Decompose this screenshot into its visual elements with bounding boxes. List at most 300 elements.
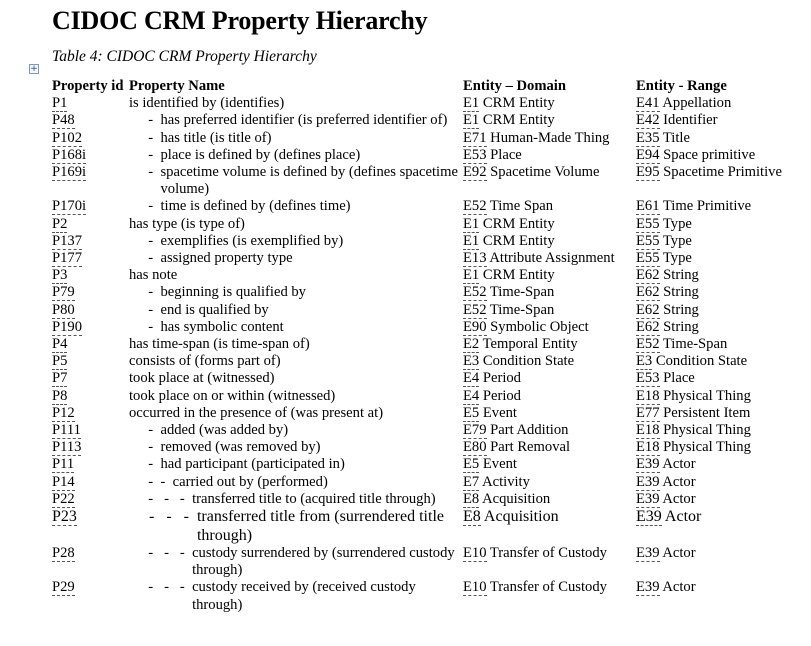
domain-entity-link[interactable]: E5 bbox=[463, 404, 480, 421]
range-cell bbox=[636, 491, 796, 508]
move-handle-icon[interactable]: + bbox=[30, 64, 38, 74]
hierarchy-marker: - bbox=[141, 146, 161, 163]
domain-entity-label: Acquisition bbox=[482, 490, 551, 507]
property-id-link[interactable]: P137 bbox=[52, 232, 83, 249]
range-entity-label: Spacetime Primitive bbox=[663, 164, 782, 181]
domain-entity-link[interactable]: E1 bbox=[463, 215, 480, 232]
property-id-cell bbox=[52, 370, 129, 387]
property-id-link[interactable]: P170i bbox=[52, 198, 87, 215]
property-name: has symbolic content bbox=[160, 318, 284, 335]
property-id-link[interactable]: P23 bbox=[52, 508, 77, 526]
domain-cell bbox=[463, 405, 636, 422]
domain-entity-link[interactable]: E79 bbox=[463, 422, 487, 439]
property-id-cell bbox=[52, 491, 129, 508]
domain-cell bbox=[463, 508, 636, 545]
property-id-cell bbox=[52, 508, 129, 545]
property-id-cell bbox=[52, 233, 129, 250]
table-row bbox=[52, 95, 796, 112]
domain-entity-label: Place bbox=[490, 146, 522, 163]
range-entity-label: Physical Thing bbox=[663, 387, 751, 404]
table-row bbox=[52, 250, 796, 267]
property-name: time is defined by (defines time) bbox=[160, 198, 351, 215]
property-name-cell bbox=[129, 95, 463, 112]
domain-entity-label: Part Removal bbox=[490, 439, 571, 456]
property-name: has preferred identifier (is preferred identifier of) bbox=[160, 112, 448, 129]
domain-cell bbox=[463, 422, 636, 439]
domain-entity-link[interactable]: E52 bbox=[463, 301, 487, 318]
domain-cell bbox=[463, 164, 636, 198]
domain-entity-label: Temporal Entity bbox=[482, 336, 578, 353]
property-id-link[interactable]: P14 bbox=[52, 473, 75, 490]
range-entity-link[interactable]: E62 bbox=[636, 301, 660, 318]
range-entity-label: Identifier bbox=[663, 112, 718, 129]
range-entity-link[interactable]: E62 bbox=[636, 284, 660, 301]
domain-cell bbox=[463, 319, 636, 336]
property-id-cell bbox=[52, 95, 129, 112]
property-name-cell bbox=[129, 319, 463, 336]
property-id-cell bbox=[52, 336, 129, 353]
range-cell bbox=[636, 267, 796, 284]
domain-entity-label: CRM Entity bbox=[482, 232, 555, 249]
table-row bbox=[52, 439, 796, 456]
domain-entity-link[interactable]: E4 bbox=[463, 370, 480, 387]
domain-entity-label: CRM Entity bbox=[482, 95, 555, 112]
property-name-cell bbox=[129, 370, 463, 387]
range-cell bbox=[636, 319, 796, 336]
property-id-link[interactable]: P8 bbox=[52, 387, 68, 404]
range-entity-link[interactable]: E18 bbox=[636, 387, 660, 404]
table-row bbox=[52, 147, 796, 164]
property-name-cell bbox=[129, 474, 463, 491]
range-entity-label: Actor bbox=[664, 508, 702, 526]
range-cell bbox=[636, 353, 796, 370]
property-name-cell bbox=[129, 164, 463, 198]
property-id-link[interactable]: P4 bbox=[52, 336, 68, 353]
range-cell bbox=[636, 147, 796, 164]
range-entity-label: String bbox=[663, 318, 699, 335]
table-header-row bbox=[52, 78, 796, 95]
hierarchy-marker: - - - bbox=[141, 579, 193, 596]
range-cell bbox=[636, 405, 796, 422]
range-cell bbox=[636, 198, 796, 215]
property-id-cell bbox=[52, 388, 129, 405]
domain-entity-label: Activity bbox=[482, 473, 530, 490]
domain-entity-label: Event bbox=[482, 456, 517, 473]
property-name: custody surrendered by (surrendered custody through) bbox=[192, 545, 455, 579]
property-name: custody received by (received custody through) bbox=[192, 579, 416, 613]
range-cell bbox=[636, 388, 796, 405]
range-entity-label: Appellation bbox=[662, 95, 732, 112]
hierarchy-marker: - bbox=[141, 129, 161, 146]
property-id-link[interactable]: P12 bbox=[52, 404, 75, 421]
range-entity-label: Actor bbox=[662, 456, 696, 473]
property-id-cell bbox=[52, 267, 129, 284]
property-name-cell bbox=[129, 250, 463, 267]
range-entity-link[interactable]: E52 bbox=[636, 336, 660, 353]
range-cell bbox=[636, 474, 796, 491]
property-id-link[interactable]: P11 bbox=[52, 456, 75, 473]
range-entity-link[interactable]: E42 bbox=[636, 112, 660, 129]
property-name-cell bbox=[129, 130, 463, 147]
domain-cell bbox=[463, 579, 636, 613]
property-id-cell bbox=[52, 545, 129, 579]
property-name-cell bbox=[129, 508, 463, 545]
property-name: transferred title to (acquired title through) bbox=[192, 490, 436, 507]
property-id-cell bbox=[52, 130, 129, 147]
domain-entity-label: Transfer of Custody bbox=[489, 545, 607, 562]
table-row bbox=[52, 216, 796, 233]
domain-cell bbox=[463, 267, 636, 284]
range-entity-link[interactable]: E39 bbox=[636, 456, 660, 473]
property-id-cell bbox=[52, 579, 129, 613]
domain-entity-label: Event bbox=[482, 404, 517, 421]
domain-entity-label: Condition State bbox=[482, 353, 575, 370]
domain-entity-link[interactable]: E90 bbox=[463, 318, 487, 335]
property-id-link[interactable]: P7 bbox=[52, 370, 68, 387]
property-id-link[interactable]: P102 bbox=[52, 129, 83, 146]
range-entity-label: Actor bbox=[662, 579, 696, 596]
property-id-cell bbox=[52, 319, 129, 336]
domain-entity-label: Time Span bbox=[489, 198, 554, 215]
domain-cell bbox=[463, 198, 636, 215]
property-name-cell bbox=[129, 353, 463, 370]
table-row bbox=[52, 405, 796, 422]
domain-entity-label: Attribute Assignment bbox=[489, 250, 615, 267]
property-id-link[interactable]: P29 bbox=[52, 579, 75, 596]
hierarchy-marker: - - - bbox=[141, 490, 193, 507]
range-entity-label: Place bbox=[663, 370, 695, 387]
header-property-id: Property id bbox=[52, 78, 124, 94]
domain-entity-label: Human-Made Thing bbox=[490, 129, 610, 146]
property-name: added (was added by) bbox=[160, 422, 289, 439]
range-entity-label: Space primitive bbox=[663, 146, 756, 163]
range-entity-link[interactable]: E53 bbox=[636, 370, 660, 387]
property-name-cell bbox=[129, 336, 463, 353]
domain-entity-link[interactable]: E4 bbox=[463, 387, 480, 404]
domain-entity-link[interactable]: E53 bbox=[463, 146, 487, 163]
domain-entity-link[interactable]: E10 bbox=[463, 579, 487, 596]
domain-entity-label: Time-Span bbox=[489, 301, 555, 318]
table-caption: Table 4: CIDOC CRM Property Hierarchy bbox=[52, 48, 317, 65]
domain-cell bbox=[463, 439, 636, 456]
range-cell bbox=[636, 456, 796, 473]
property-id-link[interactable]: P177 bbox=[52, 250, 83, 267]
table-row bbox=[52, 456, 796, 473]
domain-entity-label: CRM Entity bbox=[482, 112, 555, 129]
domain-entity-label: CRM Entity bbox=[482, 215, 555, 232]
range-entity-link[interactable]: E62 bbox=[636, 267, 660, 284]
range-entity-link[interactable]: E62 bbox=[636, 318, 660, 335]
hierarchy-marker: - bbox=[141, 112, 161, 129]
domain-entity-link[interactable]: E13 bbox=[463, 250, 487, 267]
property-name: has time-span (is time-span of) bbox=[129, 336, 310, 353]
domain-cell bbox=[463, 474, 636, 491]
domain-entity-link[interactable]: E1 bbox=[463, 267, 480, 284]
range-entity-link[interactable]: E3 bbox=[636, 353, 653, 370]
domain-entity-link[interactable]: E2 bbox=[463, 336, 480, 353]
domain-cell bbox=[463, 336, 636, 353]
property-id-link[interactable]: P48 bbox=[52, 112, 75, 129]
domain-cell bbox=[463, 456, 636, 473]
property-id-link[interactable]: P2 bbox=[52, 215, 68, 232]
property-id-link[interactable]: P111 bbox=[52, 422, 81, 439]
property-name: carried out by (performed) bbox=[172, 473, 328, 490]
range-entity-label: Actor bbox=[662, 473, 696, 490]
range-entity-link[interactable]: E55 bbox=[636, 250, 660, 267]
range-entity-link[interactable]: E39 bbox=[636, 490, 660, 507]
property-id-cell bbox=[52, 353, 129, 370]
property-id-cell bbox=[52, 456, 129, 473]
domain-entity-link[interactable]: E71 bbox=[463, 129, 487, 146]
range-entity-label: Time Primitive bbox=[662, 198, 752, 215]
range-entity-link[interactable]: E41 bbox=[636, 95, 660, 112]
property-name-cell bbox=[129, 112, 463, 129]
range-entity-link[interactable]: E55 bbox=[636, 215, 660, 232]
domain-cell bbox=[463, 353, 636, 370]
property-id-cell bbox=[52, 302, 129, 319]
range-cell bbox=[636, 216, 796, 233]
table-row bbox=[52, 545, 796, 579]
property-name: occurred in the presence of (was present at) bbox=[129, 404, 384, 421]
property-id-link[interactable]: P1 bbox=[52, 95, 68, 112]
property-name-cell bbox=[129, 388, 463, 405]
range-entity-label: Physical Thing bbox=[663, 439, 751, 456]
domain-entity-label: Symbolic Object bbox=[490, 318, 589, 335]
property-id-cell bbox=[52, 164, 129, 198]
table-row bbox=[52, 353, 796, 370]
property-name-cell bbox=[129, 216, 463, 233]
document-title: CIDOC CRM Property Hierarchy bbox=[52, 6, 428, 35]
hierarchy-marker: - bbox=[141, 284, 161, 301]
table-row bbox=[52, 267, 796, 284]
property-name-cell bbox=[129, 422, 463, 439]
property-id-cell bbox=[52, 405, 129, 422]
range-cell bbox=[636, 439, 796, 456]
domain-cell bbox=[463, 112, 636, 129]
property-name-cell bbox=[129, 579, 463, 613]
property-name-cell bbox=[129, 456, 463, 473]
property-name-cell bbox=[129, 267, 463, 284]
property-name: assigned property type bbox=[160, 250, 293, 267]
range-entity-link[interactable]: E94 bbox=[636, 146, 660, 163]
table-row bbox=[52, 164, 796, 198]
domain-entity-link[interactable]: E52 bbox=[463, 284, 487, 301]
property-name: end is qualified by bbox=[160, 301, 269, 318]
domain-entity-label: Acquisition bbox=[483, 508, 559, 526]
range-entity-label: Persistent Item bbox=[663, 404, 751, 421]
property-id-link[interactable]: P113 bbox=[52, 439, 82, 456]
table-row bbox=[52, 336, 796, 353]
table-row bbox=[52, 491, 796, 508]
domain-entity-link[interactable]: E3 bbox=[463, 353, 480, 370]
table-row bbox=[52, 198, 796, 215]
property-id-cell bbox=[52, 216, 129, 233]
property-id-link[interactable]: P169i bbox=[52, 164, 87, 181]
range-entity-link[interactable]: E18 bbox=[636, 422, 660, 439]
domain-entity-link[interactable]: E10 bbox=[463, 545, 487, 562]
range-entity-link[interactable]: E61 bbox=[636, 198, 660, 215]
table-row bbox=[52, 579, 796, 613]
range-cell bbox=[636, 370, 796, 387]
property-id-link[interactable]: P168i bbox=[52, 146, 87, 163]
property-id-cell bbox=[52, 147, 129, 164]
domain-entity-link[interactable]: E1 bbox=[463, 112, 480, 129]
range-cell bbox=[636, 112, 796, 129]
domain-cell bbox=[463, 302, 636, 319]
range-cell bbox=[636, 284, 796, 301]
hierarchy-marker: - bbox=[141, 439, 161, 456]
domain-entity-label: Part Addition bbox=[490, 422, 569, 439]
range-entity-label: Time-Span bbox=[662, 336, 728, 353]
domain-entity-link[interactable]: E52 bbox=[463, 198, 487, 215]
table-row bbox=[52, 370, 796, 387]
hierarchy-marker: - bbox=[141, 422, 161, 439]
range-entity-link[interactable]: E39 bbox=[636, 545, 660, 562]
property-id-cell bbox=[52, 250, 129, 267]
property-name-cell bbox=[129, 302, 463, 319]
range-cell bbox=[636, 250, 796, 267]
range-entity-link[interactable]: E39 bbox=[636, 579, 660, 596]
domain-cell bbox=[463, 147, 636, 164]
domain-entity-label: Period bbox=[482, 387, 521, 404]
range-entity-label: String bbox=[663, 284, 699, 301]
property-id-cell bbox=[52, 422, 129, 439]
range-entity-label: Title bbox=[662, 129, 690, 146]
property-name: place is defined by (defines place) bbox=[160, 146, 361, 163]
range-entity-label: Type bbox=[662, 232, 692, 249]
hierarchy-marker: - bbox=[141, 232, 161, 249]
property-name: had participant (participated in) bbox=[160, 456, 345, 473]
property-id-link[interactable]: P28 bbox=[52, 545, 75, 562]
range-entity-link[interactable]: E18 bbox=[636, 439, 660, 456]
range-entity-label: Physical Thing bbox=[663, 422, 751, 439]
property-id-cell bbox=[52, 284, 129, 301]
property-name: took place at (witnessed) bbox=[129, 370, 275, 387]
domain-cell bbox=[463, 216, 636, 233]
domain-entity-link[interactable]: E1 bbox=[463, 232, 480, 249]
range-entity-link[interactable]: E39 bbox=[636, 473, 660, 490]
range-cell bbox=[636, 95, 796, 112]
hierarchy-marker: - bbox=[141, 301, 161, 318]
domain-cell bbox=[463, 545, 636, 579]
domain-cell bbox=[463, 370, 636, 387]
property-name-cell bbox=[129, 233, 463, 250]
property-id-link[interactable]: P190 bbox=[52, 318, 83, 335]
property-name: exemplifies (is exemplified by) bbox=[160, 232, 344, 249]
range-cell bbox=[636, 422, 796, 439]
property-id-link[interactable]: P80 bbox=[52, 301, 75, 318]
domain-entity-link[interactable]: E1 bbox=[463, 95, 480, 112]
range-entity-label: Type bbox=[662, 215, 692, 232]
property-id-cell bbox=[52, 112, 129, 129]
domain-entity-link[interactable]: E92 bbox=[463, 164, 487, 181]
range-cell bbox=[636, 302, 796, 319]
property-name-cell bbox=[129, 491, 463, 508]
domain-entity-label: Spacetime Volume bbox=[490, 164, 600, 181]
property-name: beginning is qualified by bbox=[160, 284, 306, 301]
property-name-cell bbox=[129, 545, 463, 579]
range-cell bbox=[636, 130, 796, 147]
domain-entity-label: Transfer of Custody bbox=[489, 579, 607, 596]
property-id-cell bbox=[52, 474, 129, 491]
hierarchy-marker: - - - bbox=[141, 545, 193, 562]
property-id-cell bbox=[52, 198, 129, 215]
domain-cell bbox=[463, 491, 636, 508]
property-name-cell bbox=[129, 147, 463, 164]
property-id-link[interactable]: P22 bbox=[52, 490, 75, 507]
range-entity-link[interactable]: E55 bbox=[636, 232, 660, 249]
header-entity-range: Entity - Range bbox=[636, 78, 727, 94]
property-name: took place on or within (witnessed) bbox=[129, 387, 336, 404]
property-name: consists of (forms part of) bbox=[129, 353, 281, 370]
range-entity-link[interactable]: E35 bbox=[636, 129, 660, 146]
table-row bbox=[52, 319, 796, 336]
hierarchy-marker: - bbox=[141, 198, 161, 215]
range-cell bbox=[636, 545, 796, 579]
domain-cell bbox=[463, 130, 636, 147]
range-entity-link[interactable]: E77 bbox=[636, 404, 660, 421]
table-row bbox=[52, 233, 796, 250]
property-name-cell bbox=[129, 405, 463, 422]
range-cell bbox=[636, 164, 796, 198]
range-entity-label: String bbox=[663, 267, 699, 284]
domain-entity-link[interactable]: E7 bbox=[463, 473, 480, 490]
range-entity-label: String bbox=[663, 301, 699, 318]
table-row bbox=[52, 112, 796, 129]
table-row bbox=[52, 284, 796, 301]
header-property-name: Property Name bbox=[129, 78, 225, 94]
domain-cell bbox=[463, 95, 636, 112]
property-hierarchy-table bbox=[52, 78, 796, 614]
range-entity-link[interactable]: E95 bbox=[636, 164, 660, 181]
header-entity-domain: Entity – Domain bbox=[463, 78, 566, 94]
range-entity-label: Actor bbox=[662, 490, 696, 507]
table-row bbox=[52, 130, 796, 147]
range-entity-label: Type bbox=[662, 250, 692, 267]
domain-entity-label: Time-Span bbox=[489, 284, 555, 301]
domain-entity-link[interactable]: E80 bbox=[463, 439, 487, 456]
property-name: is identified by (identifies) bbox=[129, 95, 285, 112]
domain-cell bbox=[463, 233, 636, 250]
hierarchy-marker: - bbox=[141, 318, 161, 335]
property-name: has note bbox=[129, 267, 178, 284]
property-id-cell bbox=[52, 439, 129, 456]
range-entity-link[interactable]: E39 bbox=[636, 508, 662, 526]
hierarchy-marker: - - bbox=[141, 473, 173, 490]
property-name: transferred title from (surrendered title through) bbox=[196, 508, 444, 544]
property-id-link[interactable]: P79 bbox=[52, 284, 75, 301]
domain-entity-link[interactable]: E8 bbox=[463, 508, 481, 526]
hierarchy-marker: - bbox=[141, 456, 161, 473]
range-cell bbox=[636, 579, 796, 613]
hierarchy-marker: - - - bbox=[141, 508, 197, 526]
range-entity-label: Condition State bbox=[655, 353, 748, 370]
property-name: has type (is type of) bbox=[129, 215, 245, 232]
table-row bbox=[52, 474, 796, 491]
domain-cell bbox=[463, 250, 636, 267]
table-row bbox=[52, 508, 796, 545]
domain-entity-link[interactable]: E8 bbox=[463, 490, 480, 507]
property-id-link[interactable]: P3 bbox=[52, 267, 68, 284]
range-cell bbox=[636, 233, 796, 250]
table-row bbox=[52, 422, 796, 439]
range-entity-label: Actor bbox=[662, 545, 696, 562]
property-name: spacetime volume is defined by (defines spacetime volume) bbox=[160, 164, 458, 198]
property-name: removed (was removed by) bbox=[160, 439, 321, 456]
property-id-link[interactable]: P5 bbox=[52, 353, 68, 370]
range-cell bbox=[636, 336, 796, 353]
domain-entity-link[interactable]: E5 bbox=[463, 456, 480, 473]
